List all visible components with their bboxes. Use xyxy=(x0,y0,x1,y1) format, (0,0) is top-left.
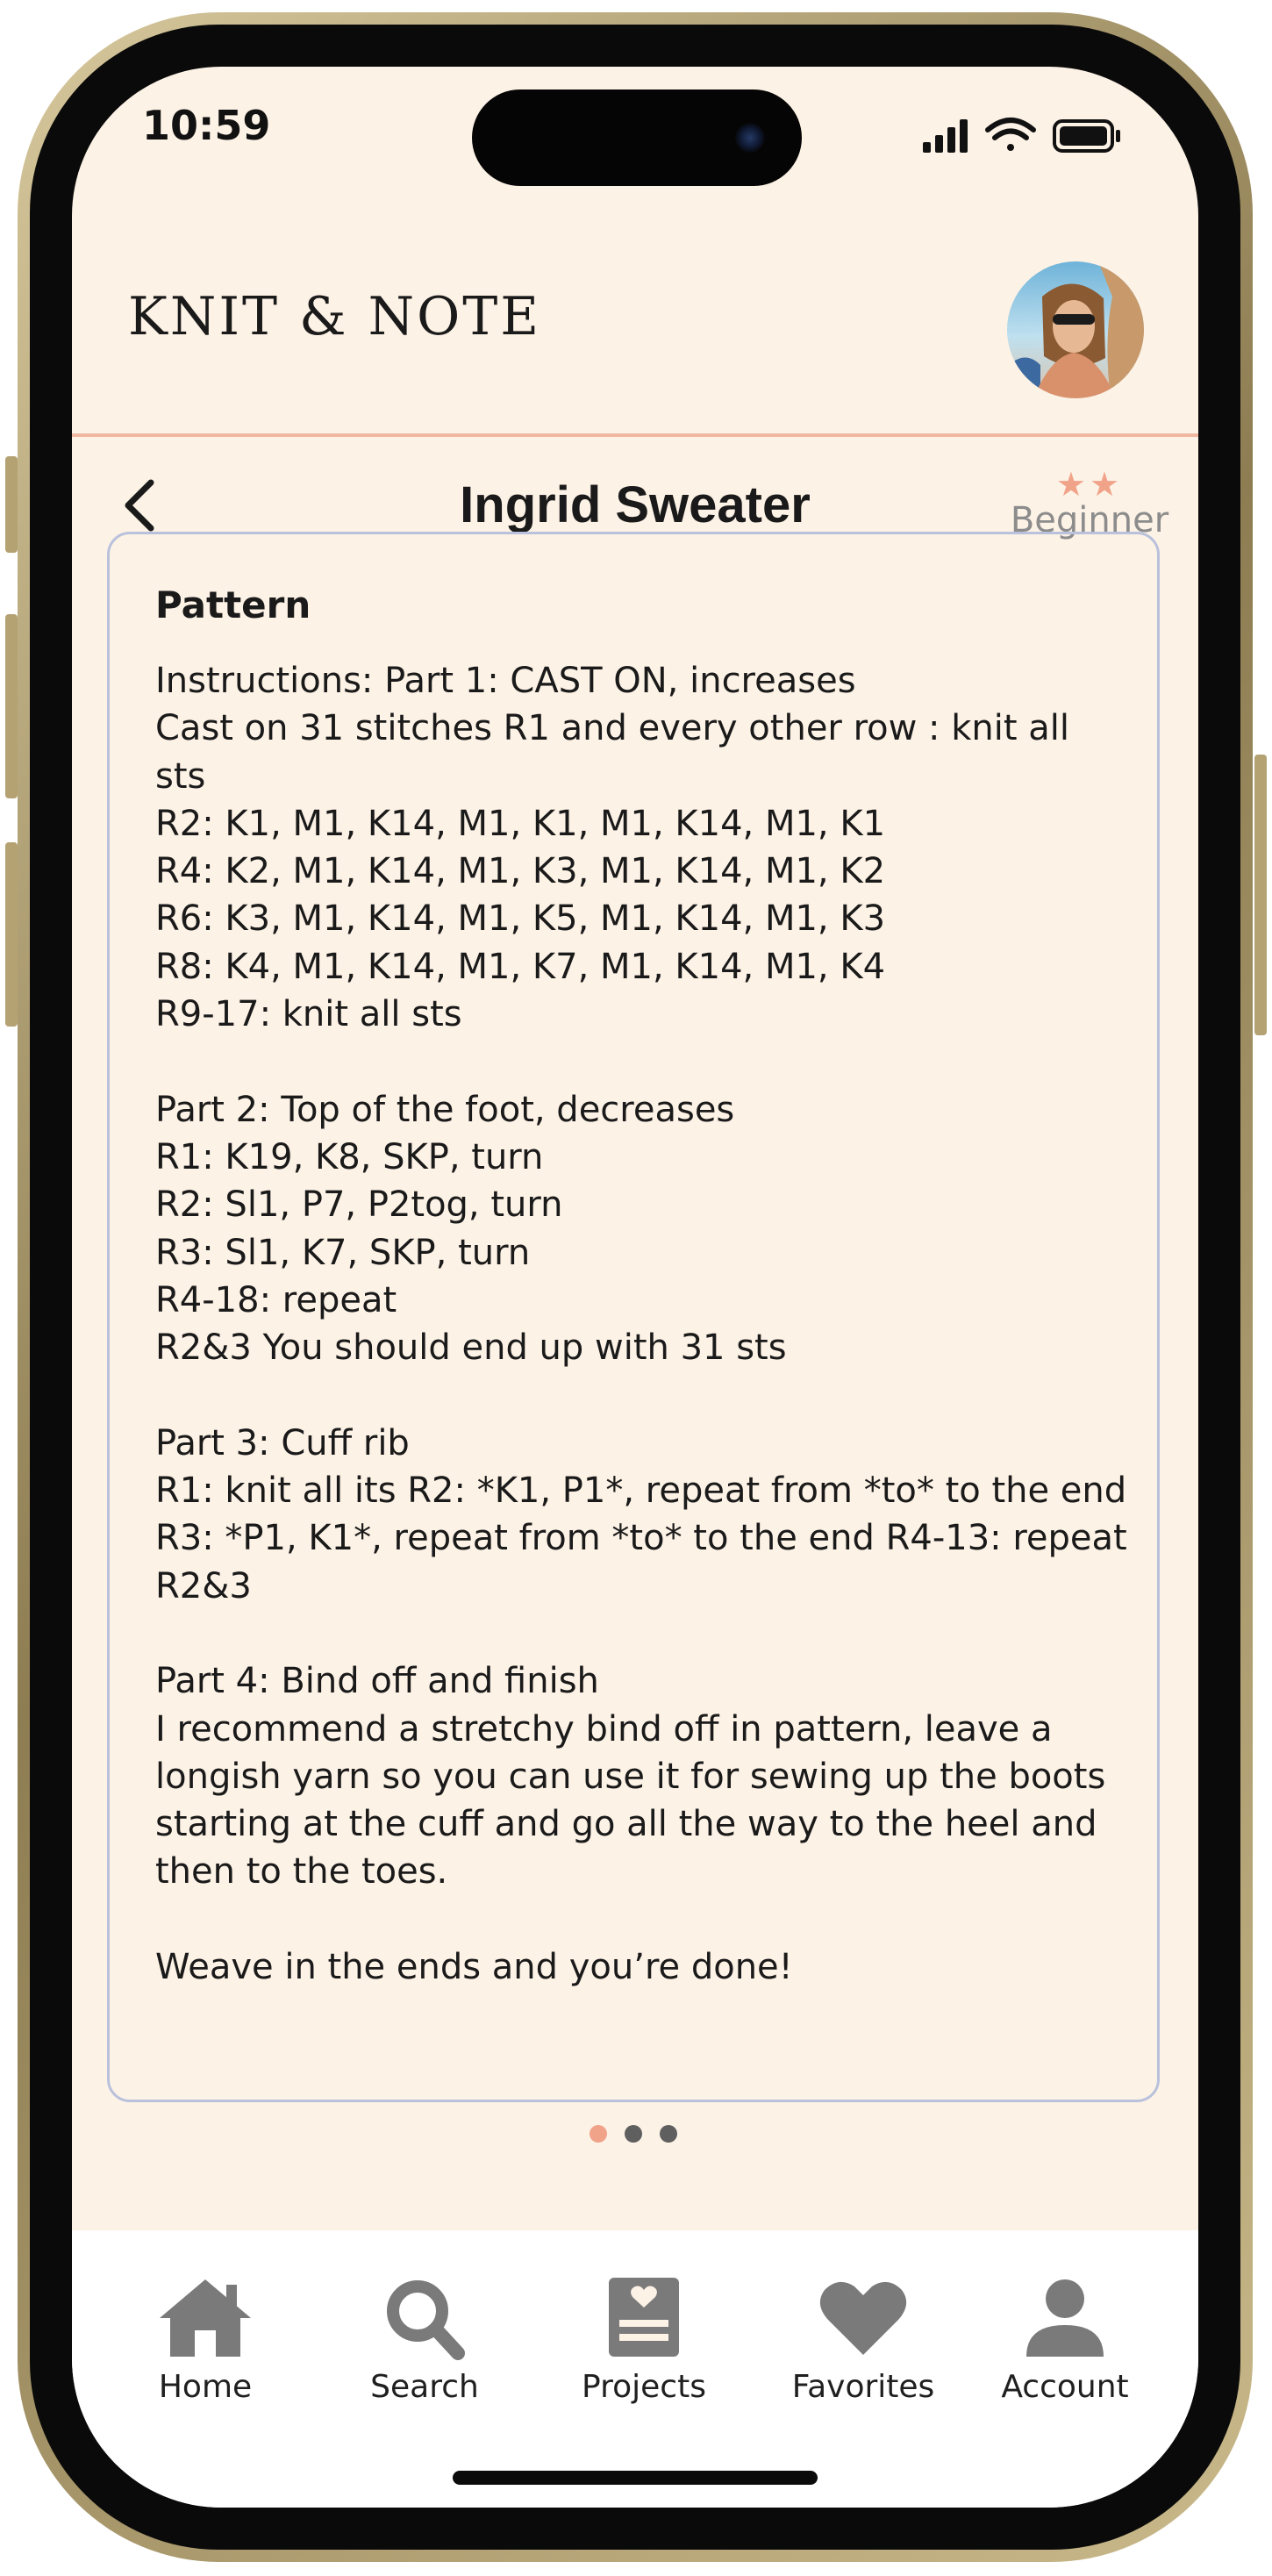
tab-label: Account xyxy=(1001,2369,1129,2405)
pattern-section-title: Pattern xyxy=(155,583,311,626)
side-button xyxy=(1254,755,1267,1035)
status-icons xyxy=(923,111,1133,163)
tab-favorites[interactable] xyxy=(758,2274,968,2423)
battery-icon xyxy=(1054,121,1120,151)
tab-search[interactable] xyxy=(319,2274,530,2423)
tab-label: Projects xyxy=(582,2369,706,2405)
screen xyxy=(72,67,1198,2508)
app-logo[interactable]: KNIT & NOTE xyxy=(128,286,542,347)
avatar[interactable] xyxy=(1007,261,1144,398)
status-time: 10:59 xyxy=(142,102,271,149)
dynamic-island xyxy=(472,89,802,186)
pagination-dot[interactable] xyxy=(590,2125,607,2143)
account-icon xyxy=(1012,2274,1118,2362)
difficulty-stars: ★★ xyxy=(1055,465,1124,504)
home-indicator[interactable] xyxy=(453,2471,818,2485)
pattern-instructions: Instructions: Part 1: CAST ON, increases Cast on 31 stitches R1 and every other row : knit all sts R2: K1, M1, K14, M1, K1, M1, K14, M1, K1 R4: K2, M1, K14, M1, K3, M1, K14, M1, K2 R6: K3, M1, K14, M1, K5, M1, K14, M1, K3 R8: K4, M1, K14, M1, K7, M1, K14, M1, K4 R9-17: knit all sts Part 2: Top of the foot, decreases R1: K19, K8, SKP, turn R2: Sl1, P7, P2tog, turn R3: Sl1, K7, SKP, turn R4-18: repeat R2&3 You should end up with 31 sts Part 3: Cuff rib R1: knit all its R2: *K1, P1*, repeat from *to* to the end R3: *P1, K1*, repeat from *to* to the end R4-13: repeat R2&3 Part 4: Bind off and finish I recommend a stretchy bind off in pattern, leave a longish yarn so you can use it for sewing up the boots starting at the cuff and go all the way to the heel and then to the toes. Weave in the ends and you’re done! xyxy=(155,661,1127,1988)
tab-account[interactable] xyxy=(960,2274,1170,2423)
tab-home[interactable] xyxy=(100,2274,311,2423)
pagination-dots[interactable] xyxy=(590,2125,695,2146)
app-header xyxy=(72,198,1198,432)
pagination-dot[interactable] xyxy=(625,2125,642,2143)
tab-label: Favorites xyxy=(791,2369,935,2405)
action-button xyxy=(5,456,18,553)
tab-projects[interactable] xyxy=(539,2274,749,2423)
volume-up-button xyxy=(5,614,18,798)
bottom-tab-bar xyxy=(72,2230,1198,2508)
signal-icon xyxy=(923,119,968,153)
tab-label: Search xyxy=(370,2369,479,2405)
tab-label: Home xyxy=(158,2369,253,2405)
home-icon xyxy=(153,2274,258,2362)
difficulty-badge xyxy=(1002,465,1177,540)
page-title: Ingrid Sweater xyxy=(460,476,811,533)
header-divider xyxy=(72,433,1198,437)
pattern-card[interactable] xyxy=(107,532,1160,2102)
volume-down-button xyxy=(5,842,18,1027)
search-icon xyxy=(372,2274,477,2362)
heart-icon xyxy=(811,2274,916,2362)
camera-icon xyxy=(735,123,765,153)
wifi-icon xyxy=(988,120,1033,151)
difficulty-label: Beginner xyxy=(1010,500,1169,540)
projects-icon xyxy=(591,2274,697,2362)
pagination-dot[interactable] xyxy=(660,2125,677,2143)
